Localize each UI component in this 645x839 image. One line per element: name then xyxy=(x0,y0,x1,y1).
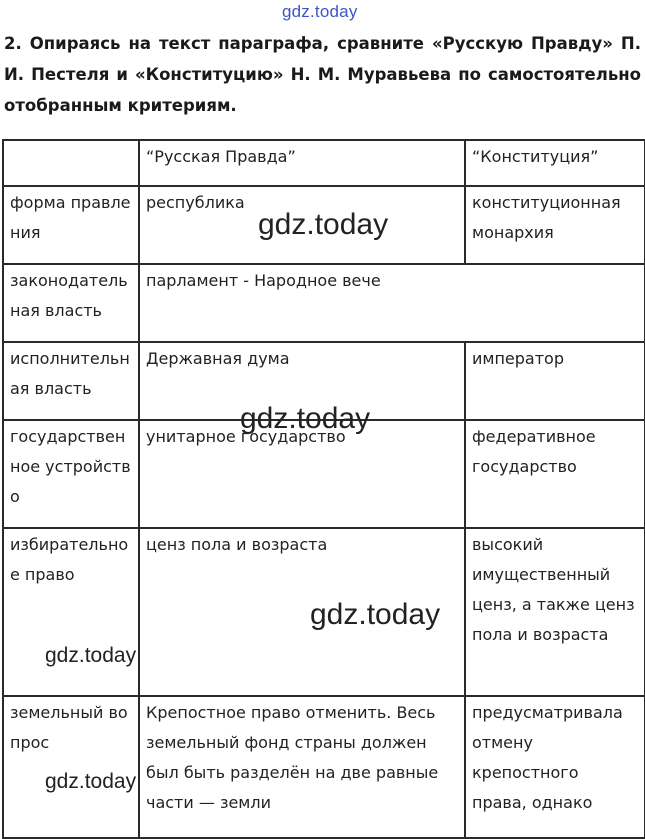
pravda-cell: республика xyxy=(139,186,465,264)
header-russkaya-pravda: “Русская Правда” xyxy=(139,140,465,186)
top-watermark: gdz.today xyxy=(282,2,358,21)
watermark-3: gdz.today xyxy=(310,598,441,631)
konstitutsiya-cell: предусматривала отмену крепостного права, однако xyxy=(465,696,645,838)
header-konstitutsiya: “Конституция” xyxy=(465,140,645,186)
criterion-cell: форма правления xyxy=(3,186,139,264)
pravda-cell: Державная дума xyxy=(139,342,465,420)
comparison-table xyxy=(2,139,645,839)
pravda-cell: унитарное государство xyxy=(139,420,465,528)
konstitutsiya-cell: император xyxy=(465,342,645,420)
watermark-5: gdz.today xyxy=(45,770,137,793)
table-row xyxy=(3,420,645,528)
konstitutsiya-cell: конституционная монархия xyxy=(465,186,645,264)
konstitutsiya-cell: федеративное государство xyxy=(465,420,645,528)
watermark-2: gdz.today xyxy=(240,402,371,435)
konstitutsiya-cell: высокий имущественный ценз, а также ценз пола и возраста xyxy=(465,528,645,696)
criterion-cell: избирательное право xyxy=(3,528,139,696)
table-row xyxy=(3,342,645,420)
table-row xyxy=(3,186,645,264)
watermark-4: gdz.today xyxy=(45,644,137,667)
pravda-cell: Крепостное право отменить. Весь земельный фонд страны должен был быть разделён на две равные части — земли xyxy=(139,696,465,838)
criterion-cell: законодательная власть xyxy=(3,264,139,342)
watermark-1: gdz.today xyxy=(258,208,389,241)
table-row xyxy=(3,528,645,696)
table-row xyxy=(3,696,645,838)
criterion-cell: исполнительная власть xyxy=(3,342,139,420)
pravda-cell: ценз пола и возраста xyxy=(139,528,465,696)
table-header-row xyxy=(3,140,645,186)
task-text: 2. Опираясь на текст параграфа, сравните «Русскую Правду» П. И. Пестеля и «Конституцию» Н. М. Муравьева по самостоятельно отобранным критериям. xyxy=(4,34,641,115)
header-empty xyxy=(3,140,139,186)
table-row xyxy=(3,264,645,342)
pravda-cell: парламент - Народное вече xyxy=(139,264,645,342)
criterion-cell: государственное устройство xyxy=(3,420,139,528)
criterion-cell: земельный вопрос xyxy=(3,696,139,838)
